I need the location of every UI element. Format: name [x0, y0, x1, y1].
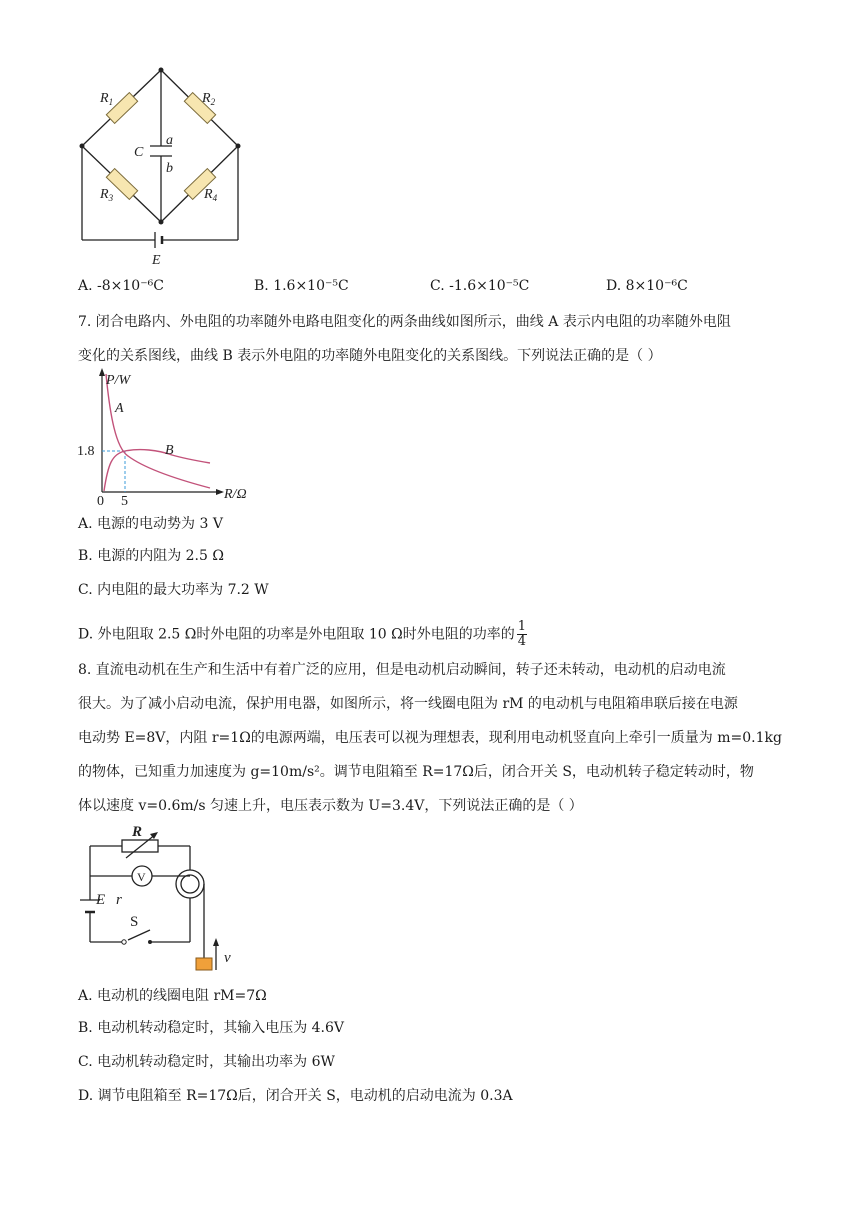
series-b-label: B: [165, 443, 174, 458]
q7-option-b: B. 电源的内阻为 2.5 Ω: [78, 548, 224, 564]
fraction-numerator: 1: [517, 619, 527, 634]
r4-label: $R_4$: [204, 187, 218, 203]
r2-label: $R_2$: [202, 91, 216, 107]
plate-b-label: b: [166, 161, 173, 176]
q6-option-c: C. -1.6×10⁻⁵C: [430, 278, 530, 294]
fraction-denominator: 4: [517, 634, 527, 649]
q7-option-c: C. 内电阻的最大功率为 7.2 W: [78, 582, 269, 598]
q8-stem-line1: 8. 直流电动机在生产和生活中有着广泛的应用，但是电动机启动瞬间，转子还未转动，电动机的启动电流: [78, 662, 726, 678]
y-tick-label: 1.8: [77, 444, 95, 459]
q6-option-a: A. -8×10⁻⁶C: [78, 278, 164, 294]
q6-option-b: B. 1.6×10⁻⁵C: [254, 278, 349, 294]
y-axis-label: P/W: [106, 373, 131, 388]
q8-option-a: A. 电动机的线圈电阻 rM=7Ω: [78, 988, 267, 1004]
q8-stem-line5: 体以速度 v=0.6m/s 匀速上升，电压表示数为 U=3.4V，下列说法正确的是（ ）: [78, 798, 583, 814]
q7-stem-line2: 变化的关系图线，曲线 B 表示外电阻的功率随外电阻变化的关系图线。下列说法正确的是（ ）: [78, 348, 662, 364]
q8-option-c: C. 电动机转动稳定时，其输出功率为 6W: [78, 1054, 335, 1070]
rheostat-label: R: [132, 824, 143, 840]
voltmeter-label: V: [137, 870, 146, 884]
q8-stem-line2: 很大。为了减小启动电流，保护用电器，如图所示，将一线圈电阻为 rM 的电动机与电阻箱串联后接在电源: [78, 696, 738, 712]
bridge-circuit-figure: [70, 60, 260, 275]
q8-option-d: D. 调节电阻箱至 R=17Ω后，闭合开关 S，电动机的启动电流为 0.3A: [78, 1088, 513, 1104]
x-tick-label: 5: [121, 494, 128, 506]
motor-circuit-figure: [74, 822, 244, 974]
x-axis-label: R/Ω: [224, 487, 247, 502]
internal-resistance-label: r: [116, 892, 122, 908]
r1-label: $R_1$: [100, 91, 114, 107]
curve-b: [104, 450, 210, 491]
series-a-label: A: [115, 401, 124, 416]
q7-option-a: A. 电源的电动势为 3 V: [78, 516, 223, 532]
r3-label: $R_3$: [100, 187, 114, 203]
q7-option-d-text: D. 外电阻取 2.5 Ω时外电阻的功率是外电阻取 10 Ω时外电阻的功率的: [78, 626, 515, 643]
fraction: [517, 620, 527, 649]
origin-label: 0: [97, 494, 104, 506]
q8-stem-line3: 电动势 E=8V，内阻 r=1Ω的电源两端，电压表可以视为理想表，现利用电动机竖直向上牵引一质量为 m=0.1kg: [78, 730, 782, 746]
q7-option-d: [78, 620, 527, 649]
power-resistance-chart: [72, 364, 262, 506]
velocity-label: v: [224, 950, 231, 966]
q7-stem-line1: 7. 闭合电路内、外电阻的功率随外电路电阻变化的两条曲线如图所示，曲线 A 表示内电阻的功率随外电阻: [78, 314, 731, 330]
capacitor-label: C: [134, 145, 144, 160]
battery-label: E: [152, 253, 161, 268]
q8-stem-line4: 的物体，已知重力加速度为 g=10m/s²。调节电阻箱至 R=17Ω后，闭合开关 S，电动机转子稳定转动时，物: [78, 764, 754, 780]
q8-option-b: B. 电动机转动稳定时，其输入电压为 4.6V: [78, 1020, 345, 1036]
curve-a: [106, 374, 210, 488]
switch-label: S: [130, 914, 139, 930]
plate-a-label: a: [166, 133, 173, 148]
emf-label: E: [96, 892, 106, 908]
q6-option-d: D. 8×10⁻⁶C: [606, 278, 688, 294]
